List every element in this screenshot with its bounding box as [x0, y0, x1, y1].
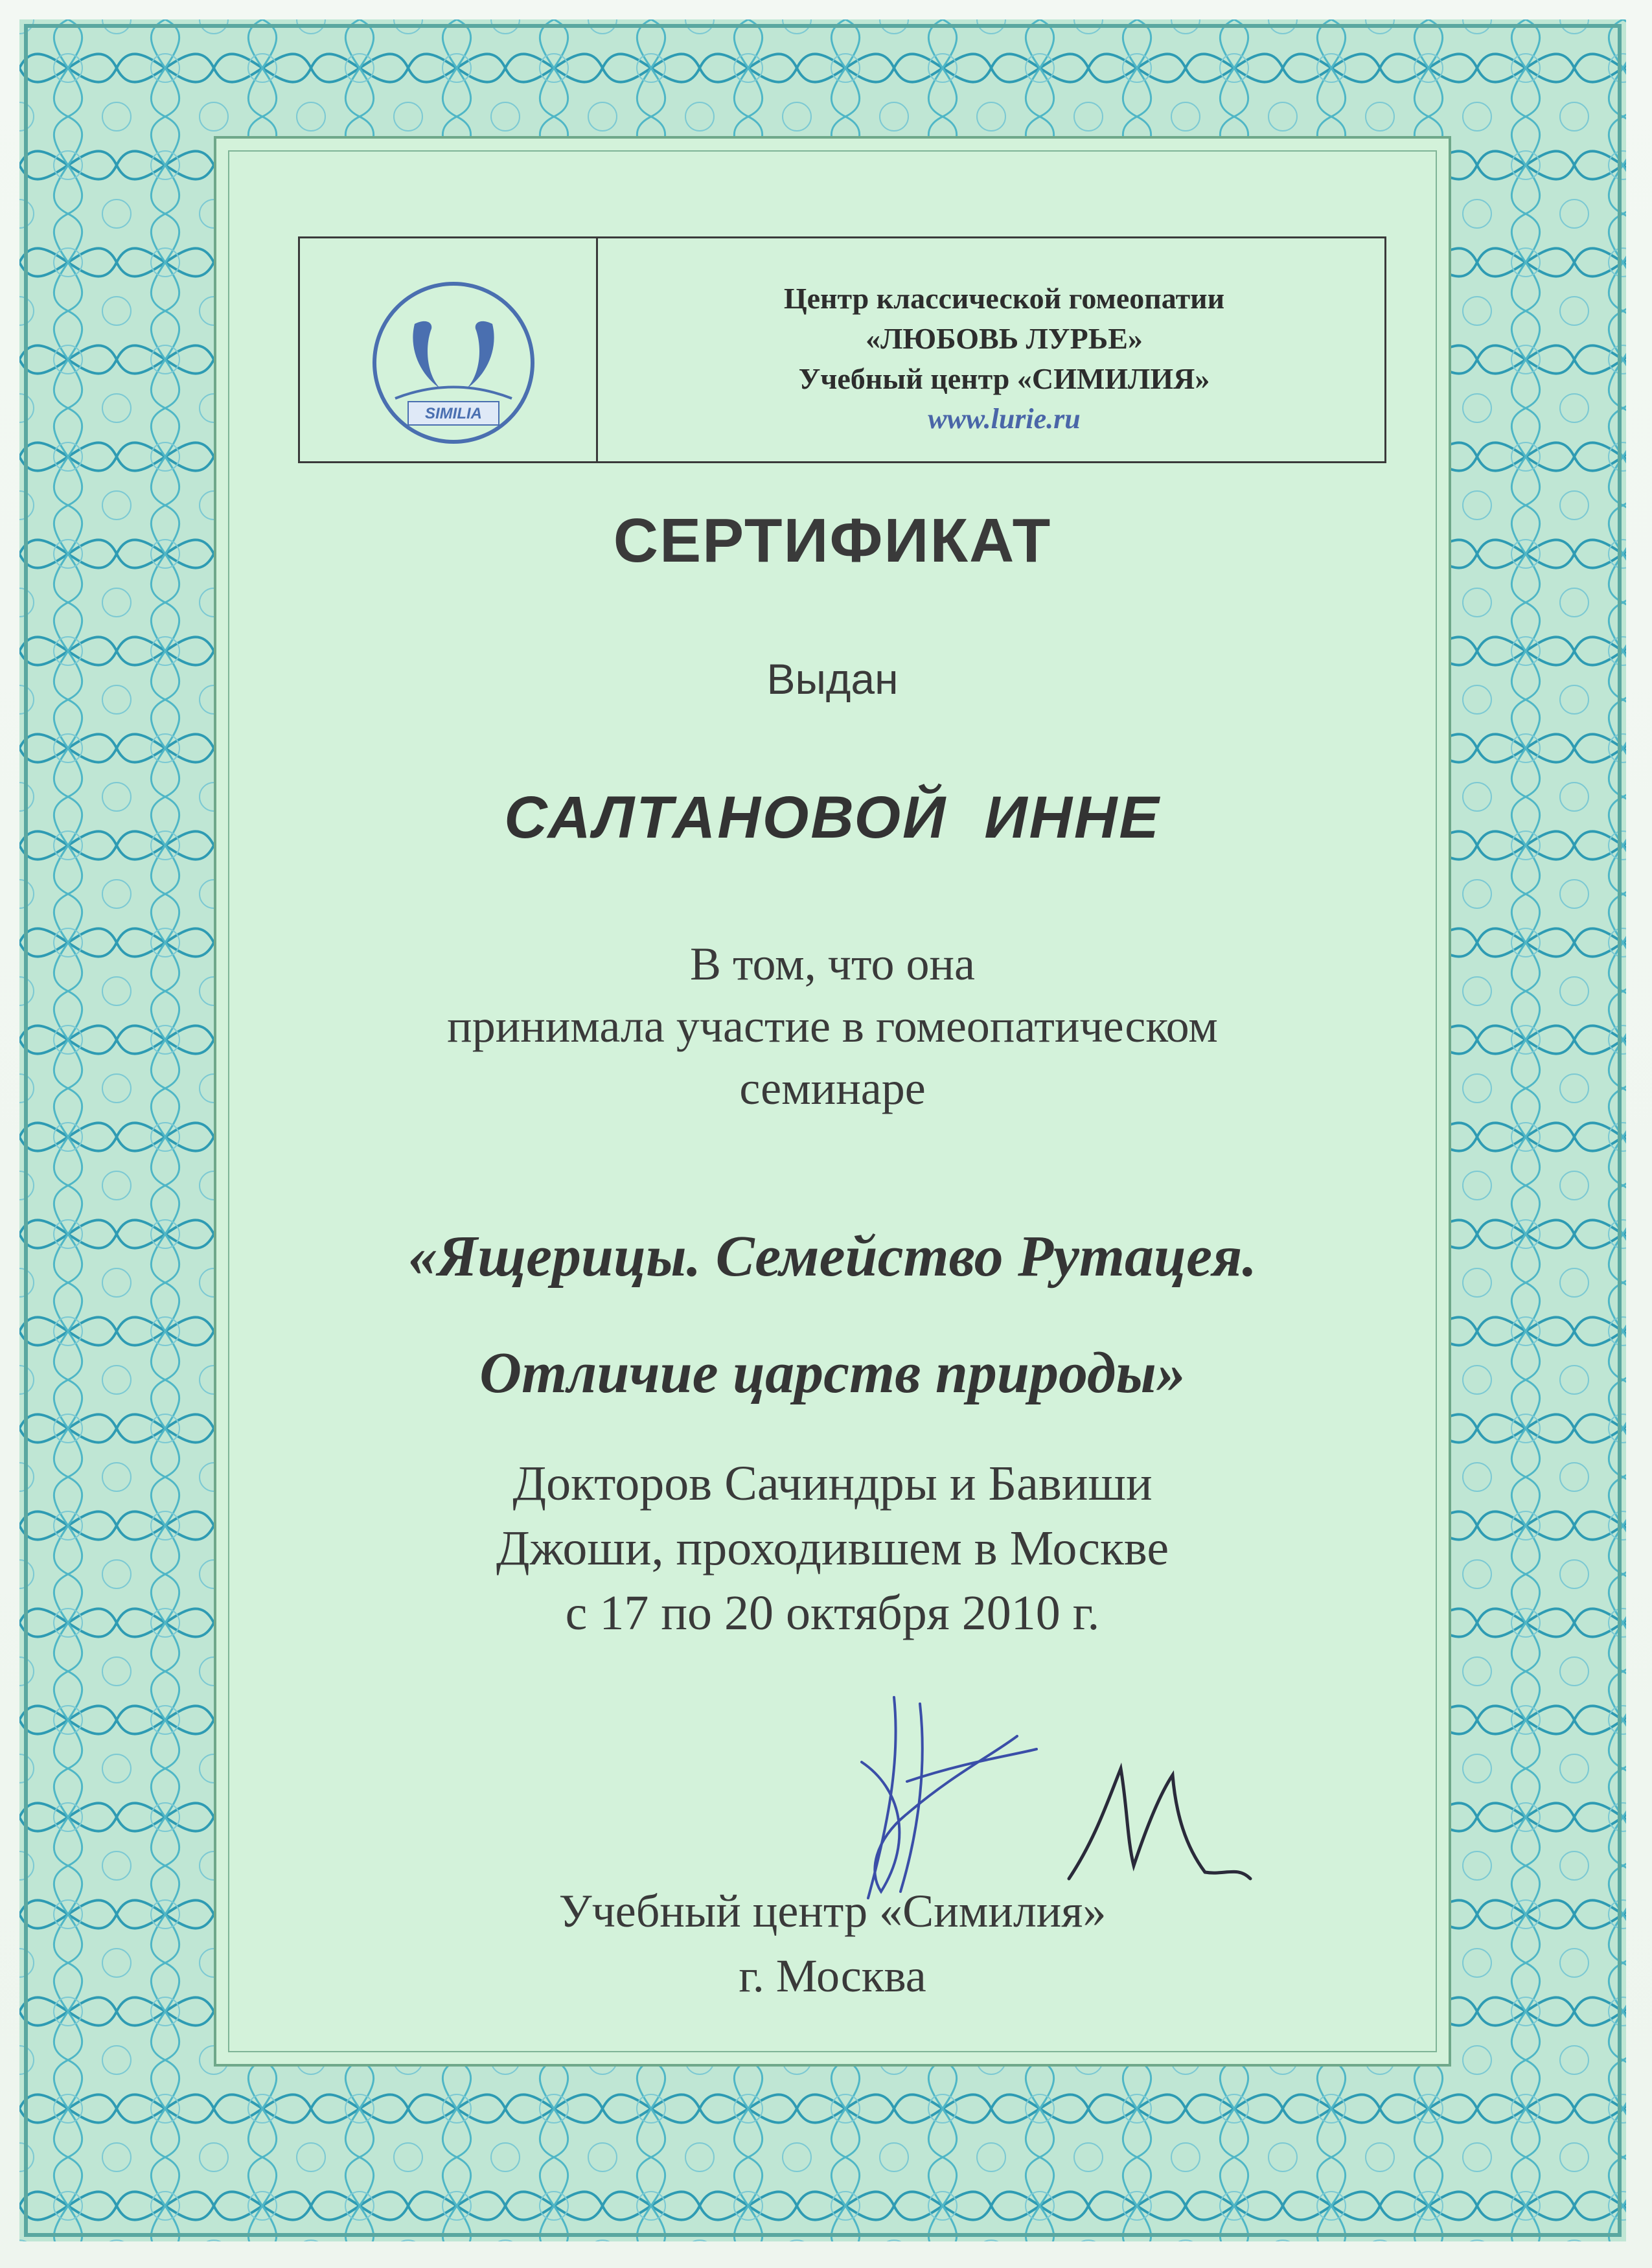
participation-text: [220, 933, 1445, 1119]
footer-line-1: Учебный центр «Симилия»: [558, 1885, 1107, 1937]
recipient-name: САЛТАНОВОЙ ИННЕ: [504, 785, 1161, 851]
details-line-3: с 17 по 20 октября 2010 г.: [565, 1586, 1100, 1640]
dolphin-left-icon: [413, 321, 441, 389]
similia-logo: [369, 279, 538, 447]
details-line-2: Джоши, проходившем в Москве: [496, 1521, 1169, 1575]
body-line-1: В том, что она: [690, 938, 975, 990]
org-line-3: Учебный центр «СИМИЛИЯ»: [798, 362, 1210, 395]
issuer-footer: [220, 1879, 1445, 2008]
issued-label: Выдан: [766, 655, 899, 703]
certificate-title: СЕРТИФИКАТ: [613, 506, 1052, 575]
body-line-3: семинаре: [739, 1062, 926, 1114]
seminar-title: [220, 1198, 1445, 1432]
header-divider: [596, 236, 598, 463]
footer-line-2: г. Москва: [739, 1950, 926, 2002]
details-line-1: Докторов Сачиндры и Бавиши: [512, 1456, 1153, 1511]
org-line-1: Центр классической гомеопатии: [783, 282, 1225, 315]
body-line-2: принимала участие в гомеопатическом: [447, 1000, 1218, 1052]
seminar-line-1: «Ящерицы. Семейство Рутацея.: [408, 1224, 1257, 1289]
org-line-2: «ЛЮБОВЬ ЛУРЬЕ»: [866, 322, 1143, 355]
organization-block: [661, 279, 1348, 439]
seminar-line-2: Отличие царств природы»: [479, 1341, 1186, 1405]
seminar-details: [220, 1451, 1445, 1645]
website-url: www.lurie.ru: [928, 403, 1081, 435]
logo-text: SIMILIA: [425, 405, 482, 422]
dolphin-right-icon: [466, 321, 494, 389]
